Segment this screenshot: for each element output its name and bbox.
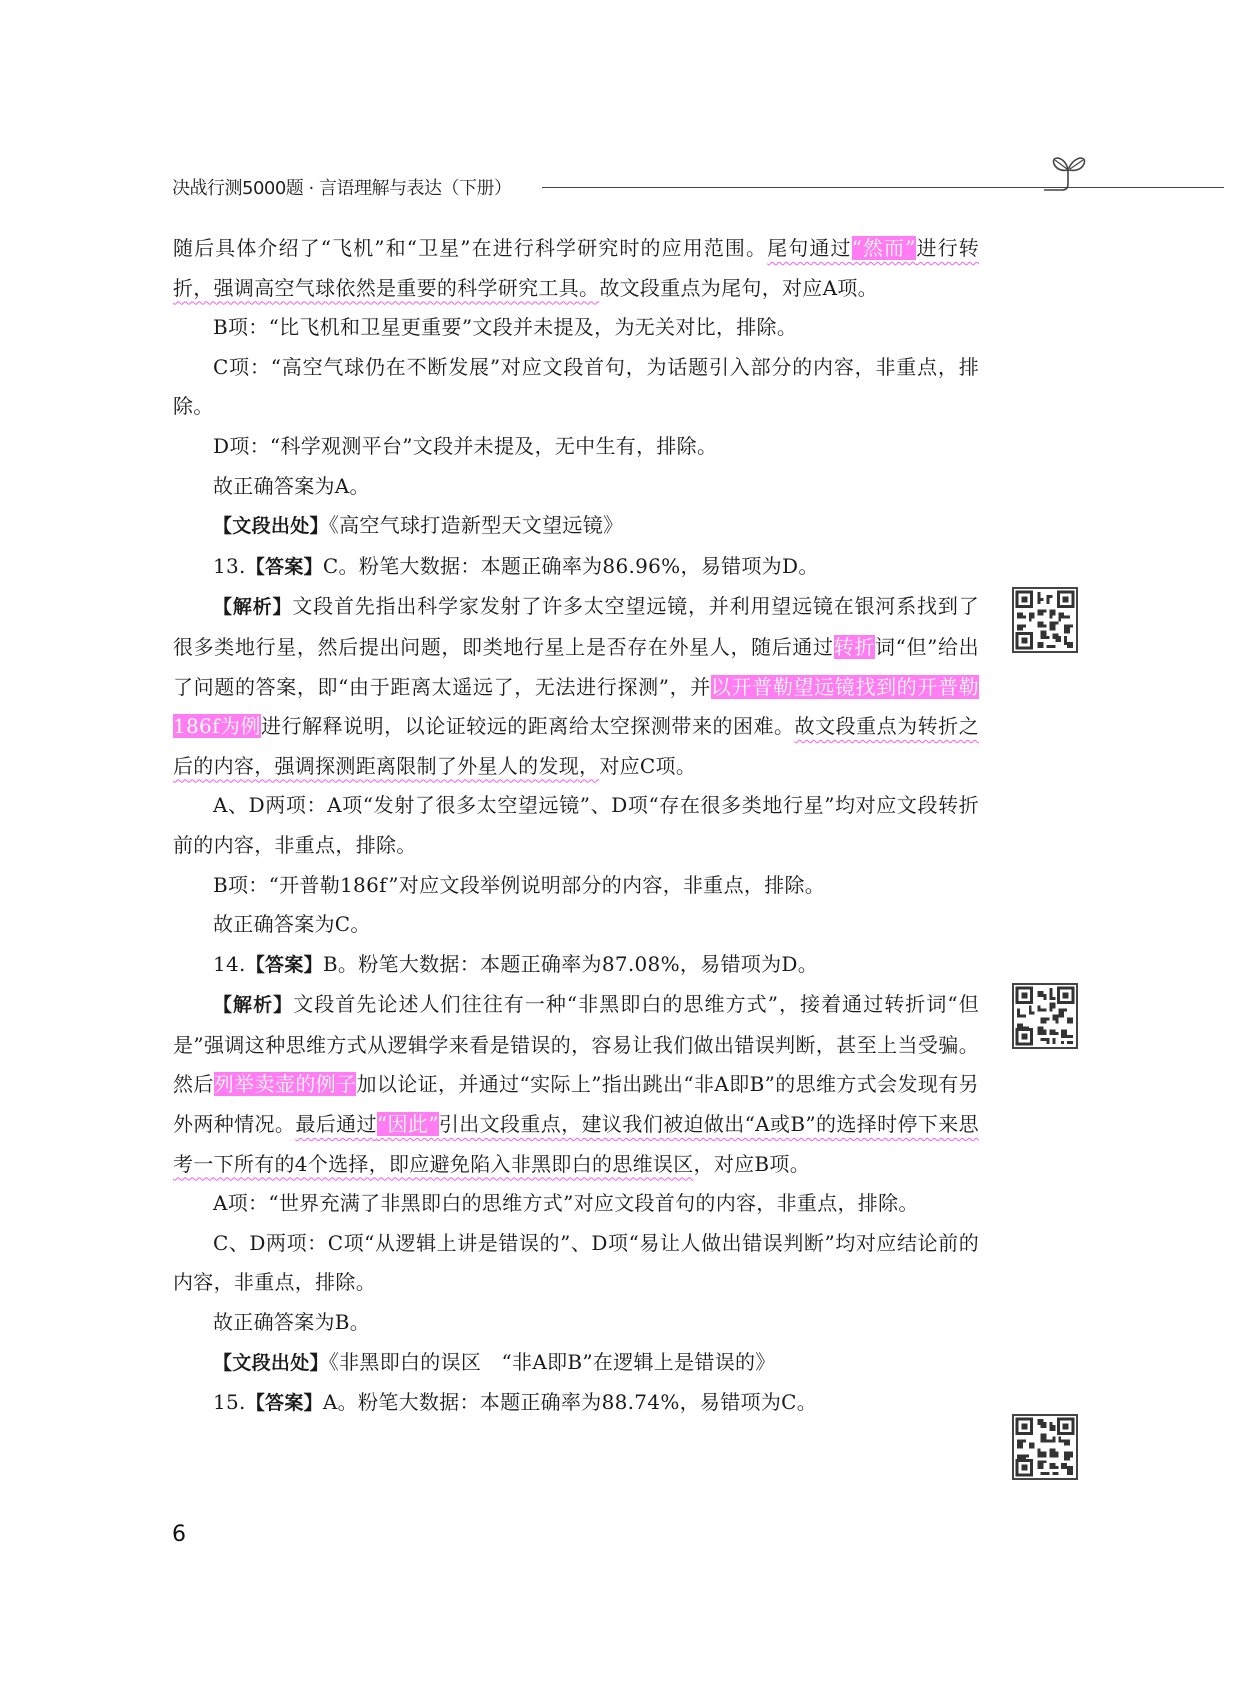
paragraph-source-14: 【文段出处】《非黑即白的误区 “非A即B”在逻辑上是错误的》 <box>213 1349 776 1374</box>
qr-code-q15[interactable] <box>1012 1414 1078 1480</box>
key-sentence: 尾句通过“然而”进行转折，强调高空气球依然是重要的科学研究工具。 <box>173 236 979 300</box>
paragraph-option-a-14: A项：“世界充满了非黑即白的思维方式”对应文段首句的内容，非重点，排除。 <box>213 1191 919 1216</box>
answer-q15: 15.【答案】A。粉笔大数据：本题正确率为88.74%，易错项为C。 <box>213 1390 818 1415</box>
answer-tag: 【答案】 <box>245 953 323 976</box>
qr-code-icon <box>1014 1416 1076 1478</box>
highlight-teapot-example: 列举卖壶的例子 <box>213 1072 357 1097</box>
qr-code-icon <box>1014 589 1076 651</box>
qr-code-q13[interactable] <box>1012 587 1078 653</box>
paragraph-correct-answer-13: 故正确答案为C。 <box>213 912 371 937</box>
running-header <box>172 170 1082 200</box>
page-number: 6 <box>172 1522 186 1547</box>
paragraph-correct-answer-12: 故正确答案为A。 <box>213 473 370 498</box>
source-tag: 【文段出处】 <box>213 1351 329 1374</box>
book-title: 决战行测5000题 · 言语理解与表达（下册） <box>172 178 512 199</box>
answer-tag: 【答案】 <box>245 555 323 578</box>
answer-explanations <box>173 229 979 1424</box>
analysis-q14: 【解析】文段首先论述人们往往有一种“非黑即白的思维方式”，接着通过转折词“但是”强调这种思维方式从逻辑学来看是错误的，容易让我们做出错误判断，甚至上当受骗。然后列举卖壶的例子加以论证，并通过“实际上”指出跳出“非A即B”的思维方式会发现有另外两种情况。最后通过“因此”引出文段重点，建议我们被迫做出“A或B”的选择时停下来思考一下所有的4个选择，即应避免陷入非黑即白的思维误区，对应B项。 <box>173 992 979 1176</box>
paragraph-options-ad: A、D两项：A项“发射了很多太空望远镜”、D项“存在很多类地行星”均对应文段转折前的内容，非重点，排除。 <box>173 793 979 857</box>
highlight-ran-er: “然而” <box>851 236 916 260</box>
answer-tag: 【答案】 <box>245 1392 323 1415</box>
paragraph-options-cd: C、D两项：C项“从逻辑上讲是错误的”、D项“易让人做出错误判断”均对应结论前的内容，非重点，排除。 <box>173 1230 979 1295</box>
paragraph-option-d: D项：“科学观测平台”文段并未提及，无中生有，排除。 <box>213 433 718 458</box>
paragraph-option-c: C项：“高空气球仍在不断发展”对应文段首句，为话题引入部分的内容，非重点，排除。 <box>173 354 979 419</box>
paragraph-option-b: B项：“比飞机和卫星更重要”文段并未提及，为无关对比，排除。 <box>213 315 798 340</box>
answer-q13: 13.【答案】C。粉笔大数据：本题正确率为86.96%，易错项为D。 <box>213 553 819 578</box>
highlight-kepler-example: 以开普勒望远镜找到的开普勒186f为例 <box>173 674 979 739</box>
analysis-tag: 【解析】 <box>213 994 294 1017</box>
analysis-tag: 【解析】 <box>213 596 293 619</box>
key-sentence: 故文段重点为转折之后的内容，强调探测距离限制了外星人的发现， <box>173 714 979 778</box>
highlight-yinci: “因此” <box>376 1112 439 1137</box>
qr-code-icon <box>1014 985 1076 1047</box>
source-tag: 【文段出处】 <box>213 515 329 538</box>
answer-q14: 14.【答案】B。粉笔大数据：本题正确率为87.08%，易错项为D。 <box>213 951 819 976</box>
header-rule <box>542 187 1224 188</box>
paragraph-correct-answer-14: 故正确答案为B。 <box>213 1310 371 1335</box>
paragraph-q12-analysis-end: 随后具体介绍了“飞机”和“卫星”在进行科学研究时的应用范围。尾句通过“然而”进行转折，强调高空气球依然是重要的科学研究工具。故文段重点为尾句，对应A项。 <box>173 236 979 300</box>
highlight-zhuanzhe: 转折 <box>833 634 875 659</box>
sprout-icon <box>1044 150 1090 192</box>
paragraph-option-b-13: B项：“开普勒186f”对应文段举例说明部分的内容，非重点，排除。 <box>213 872 826 897</box>
qr-code-q14[interactable] <box>1012 983 1078 1049</box>
analysis-q13: 【解析】文段首先指出科学家发射了许多太空望远镜，并利用望远镜在银河系找到了很多类地行星，然后提出问题，即类地行星上是否存在外星人，随后通过转折词“但”给出了问题的答案，即“由于距离太遥远了，无法进行探测”，并以开普勒望远镜找到的开普勒186f为例进行解释说明，以论证较远的距离给太空探测带来的困难。故文段重点为转折之后的内容，强调探测距离限制了外星人的发现，对应C项。 <box>173 594 980 778</box>
key-sentence: 最后通过“因此”引出文段重点，建议我们被迫做出“A或B”的选择时停下来思考一下所有的4个选择，即应避免陷入非黑即白的思维误区 <box>173 1112 979 1176</box>
paragraph-source-12: 【文段出处】《高空气球打造新型天文望远镜》 <box>213 513 624 538</box>
